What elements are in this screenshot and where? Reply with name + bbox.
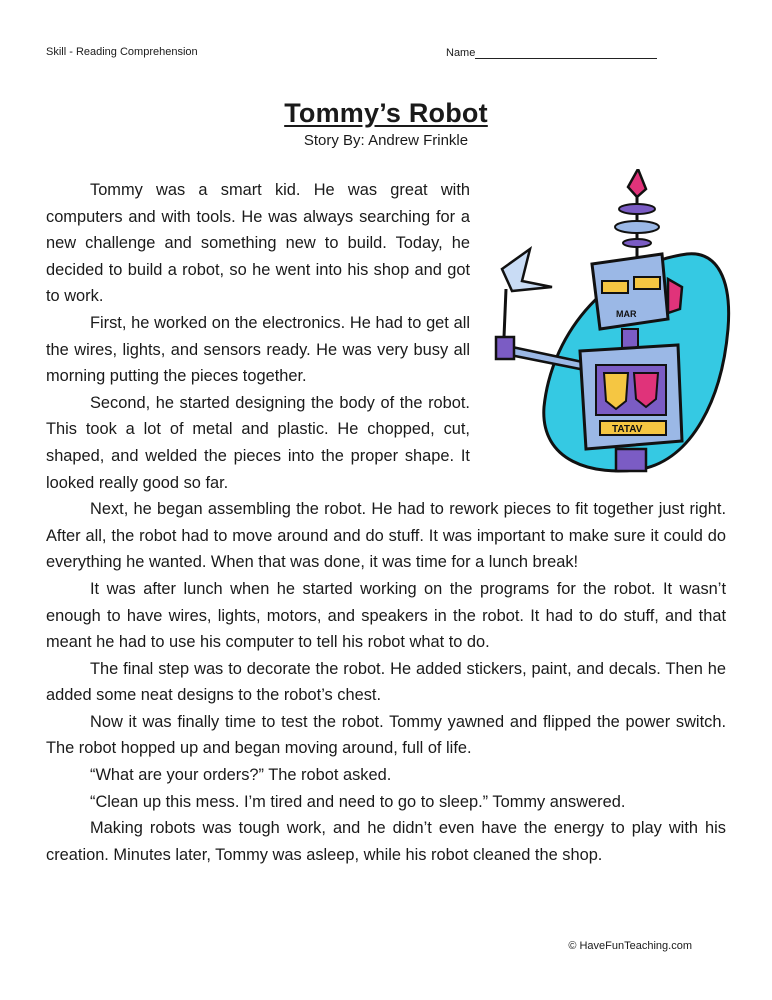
name-field bbox=[446, 46, 657, 59]
story-paragraph: Tommy was a smart kid. He was great with computers and with tools. He was always searching for a new challenge and something new to build. Today, he decided to build a robot, so he went into his shop and got to work. bbox=[46, 181, 470, 306]
name-blank-line bbox=[475, 46, 657, 59]
story-paragraph: “What are your orders?” The robot asked. bbox=[90, 766, 392, 785]
antenna-disc-2 bbox=[615, 221, 659, 233]
skill-label: Skill - Reading Comprehension bbox=[46, 46, 198, 58]
antenna-disc-1 bbox=[619, 204, 655, 214]
flag-pole bbox=[504, 289, 506, 337]
robot-face-text: MAR bbox=[616, 309, 637, 319]
robot-chest-text: TATAV bbox=[612, 424, 643, 435]
robot-neck bbox=[622, 329, 638, 349]
robot-eye-left bbox=[602, 281, 628, 293]
antenna-tip bbox=[628, 169, 646, 197]
story-paragraph: First, he worked on the electronics. He had to get all the wires, lights, and sensors ready. He was very busy all morning putting the pieces together. bbox=[46, 313, 470, 386]
robot-hand bbox=[496, 337, 514, 359]
robot-eye-right bbox=[634, 277, 660, 289]
story-byline: Story By: Andrew Frinkle bbox=[303, 132, 469, 149]
story-title: Tommy’s Robot bbox=[284, 98, 488, 128]
antenna-disc-3 bbox=[623, 239, 651, 247]
story-paragraph: Next, he began assembling the robot. He had to rework pieces to fit together just right. After all, the robot had to move around and do stuff. It was important to make sure it could do everything he wanted. When that was done, it was time for a lunch break! bbox=[46, 500, 726, 572]
copyright-footer: © HaveFunTeaching.com bbox=[568, 940, 692, 952]
story-paragraph: Second, he started designing the body of the robot. This took a lot of metal and plastic. He chopped, cut, shaped, and welded the pieces into the proper shape. It looked really good so far. bbox=[46, 393, 470, 492]
robot-illustration-icon bbox=[482, 169, 740, 481]
name-label: Name bbox=[446, 47, 476, 59]
story-paragraph: “Clean up this mess. I’m tired and need to go to sleep.” Tommy answered. bbox=[90, 792, 626, 811]
robot-base bbox=[616, 449, 646, 471]
story-paragraph: The final step was to decorate the robot. He added stickers, paint, and decals. Then he added some neat designs to the robot’s chest. bbox=[46, 659, 726, 705]
worksheet-header bbox=[46, 46, 726, 62]
story-body bbox=[46, 177, 726, 868]
story-paragraph: Now it was finally time to test the robot. Tommy yawned and flipped the power switch. The robot hopped up and began moving around, full of life. bbox=[46, 712, 726, 758]
robot-flag bbox=[502, 249, 552, 291]
story-paragraph: It was after lunch when he started working on the programs for the robot. It wasn’t enough to have wires, lights, motors, and speakers in the robot. It had to do stuff, and that meant he had to use his computer to tell his robot what to do. bbox=[46, 579, 726, 652]
story-paragraph: Making robots was tough work, and he didn’t even have the energy to play with his creation. Minutes later, Tommy was asleep, while his robot cleaned the shop. bbox=[46, 819, 726, 864]
